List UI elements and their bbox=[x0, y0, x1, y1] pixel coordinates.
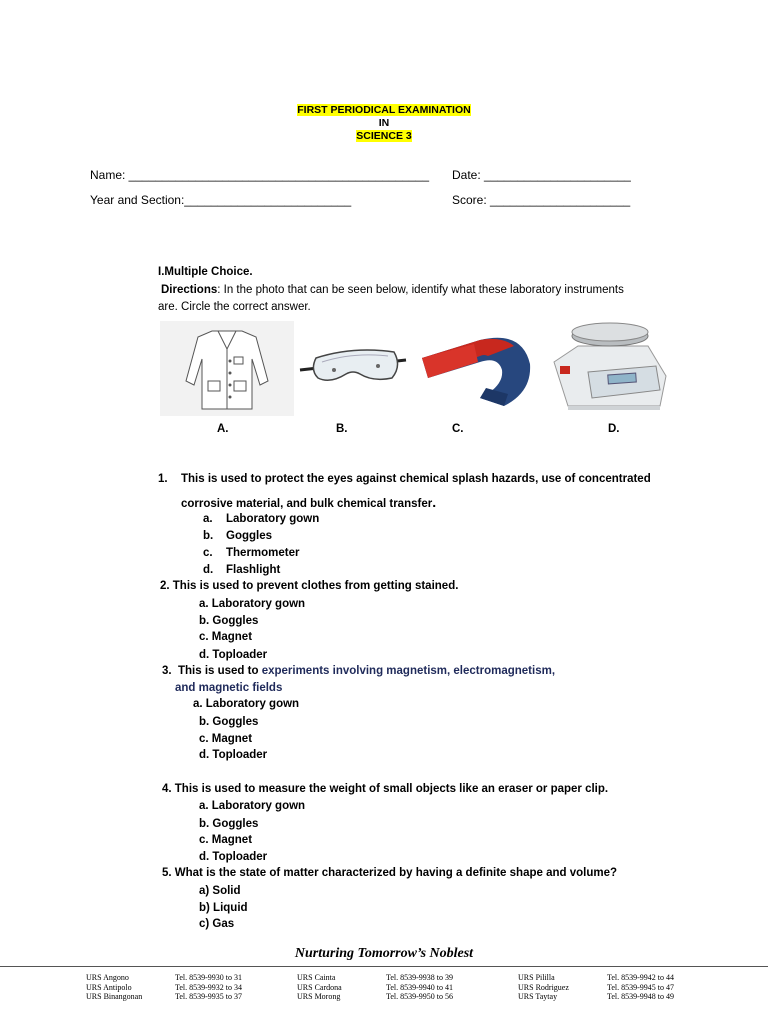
footer-col3-tels bbox=[607, 973, 674, 1002]
campus-tel: Tel. 8539-9950 to 56 bbox=[386, 992, 453, 1001]
campus-tel: Tel. 8539-9942 to 44 bbox=[607, 973, 674, 982]
q1-option-c[interactable]: Thermometer bbox=[226, 547, 300, 559]
q3-option-d[interactable]: d. Toploader bbox=[199, 749, 268, 761]
q4-option-d[interactable]: d. Toploader bbox=[199, 851, 268, 863]
q1-option-d-letter[interactable]: d. bbox=[203, 564, 214, 576]
campus-tel: Tel. 8539-9938 to 39 bbox=[386, 973, 453, 982]
q1-option-d[interactable]: Flashlight bbox=[226, 564, 281, 576]
q1-number: 1. bbox=[158, 473, 168, 485]
goggles-icon bbox=[298, 340, 408, 390]
footer-col1-tels bbox=[175, 973, 242, 1002]
q1-text-2-main: corrosive material, and bulk chemical transfer bbox=[181, 498, 433, 510]
q5-text: 5. What is the state of matter characterized by having a definite shape and volume? bbox=[162, 867, 618, 879]
q2-option-c[interactable]: c. Magnet bbox=[199, 631, 253, 643]
section-title: I.Multiple Choice. bbox=[158, 266, 253, 278]
year-section-field[interactable]: Year and Section:_________________________ bbox=[90, 193, 352, 207]
campus-name: URS Cainta bbox=[297, 973, 336, 982]
date-field[interactable]: Date: ______________________ bbox=[452, 168, 631, 182]
image-label-b: B. bbox=[336, 423, 348, 435]
q1-text-2 bbox=[181, 494, 436, 510]
balance-image bbox=[548, 320, 670, 412]
q2-option-b[interactable]: b. Goggles bbox=[199, 615, 259, 627]
campus-name: URS Morong bbox=[297, 992, 341, 1001]
horseshoe-magnet-icon bbox=[418, 334, 532, 410]
q1-text: This is used to protect the eyes against chemical splash hazards, use of concentrated bbox=[181, 473, 651, 485]
footer-divider bbox=[0, 966, 768, 967]
image-label-a: A. bbox=[217, 423, 229, 435]
q4-text: 4. This is used to measure the weight of small objects like an eraser or paper clip. bbox=[162, 783, 609, 795]
directions-text: : In the photo that can be seen below, identify what these laboratory instruments bbox=[217, 284, 624, 296]
q3-option-a[interactable]: a. Laboratory gown bbox=[193, 698, 300, 710]
campus-tel: Tel. 8539-9948 to 49 bbox=[607, 992, 674, 1001]
campus-tel: Tel. 8539-9945 to 47 bbox=[607, 982, 674, 992]
exam-title-in bbox=[0, 117, 768, 129]
q1-option-c-letter[interactable]: c. bbox=[203, 547, 213, 559]
q3-blue-1: experiments involving magnetism, electromagnetism, bbox=[261, 665, 556, 677]
lab-gown-image bbox=[160, 321, 294, 416]
footer-col3-names bbox=[518, 973, 569, 1002]
directions bbox=[158, 284, 624, 296]
exam-title bbox=[0, 104, 768, 116]
exam-subject bbox=[0, 130, 768, 142]
q1-option-a-letter[interactable]: a. bbox=[203, 513, 213, 525]
q2-option-a[interactable]: a. Laboratory gown bbox=[199, 598, 306, 610]
campus-tel: Tel. 8539-9930 to 31 bbox=[175, 973, 242, 982]
q2-option-d[interactable]: d. Toploader bbox=[199, 649, 268, 661]
q3-option-b[interactable]: b. Goggles bbox=[199, 716, 259, 728]
q4-option-a[interactable]: a. Laboratory gown bbox=[199, 800, 306, 812]
exam-title-line2: IN bbox=[378, 117, 390, 129]
q4-option-c[interactable]: c. Magnet bbox=[199, 834, 253, 846]
campus-name: URS Rodriguez bbox=[518, 982, 569, 992]
q3-option-c[interactable]: c. Magnet bbox=[199, 733, 253, 745]
q3-text bbox=[162, 665, 555, 677]
campus-name: URS Antipolo bbox=[86, 982, 132, 992]
q1-option-a[interactable]: Laboratory gown bbox=[226, 513, 320, 525]
footer-col2-names bbox=[297, 973, 342, 1002]
toploader-balance-icon bbox=[548, 320, 670, 412]
q1-option-b[interactable]: Goggles bbox=[226, 530, 273, 542]
magnet-image bbox=[418, 334, 532, 410]
q5-option-b[interactable]: b) Liquid bbox=[199, 902, 248, 914]
motto: Nurturing Tomorrow’s Noblest bbox=[294, 946, 474, 961]
campus-name: URS Taytay bbox=[518, 992, 558, 1001]
campus-tel: Tel. 8539-9935 to 37 bbox=[175, 992, 242, 1001]
exam-title-line1: FIRST PERIODICAL EXAMINATION bbox=[297, 104, 471, 116]
footer-col2-tels bbox=[386, 973, 453, 1002]
lab-gown-icon bbox=[160, 321, 294, 416]
image-label-d: D. bbox=[608, 423, 620, 435]
q2-text: 2. This is used to prevent clothes from getting stained. bbox=[160, 580, 459, 592]
campus-tel: Tel. 8539-9932 to 34 bbox=[175, 982, 242, 992]
score-field[interactable]: Score: _____________________ bbox=[452, 193, 631, 207]
footer-col1-names bbox=[86, 973, 142, 1002]
q3-prefix: 3. This is used to bbox=[162, 665, 262, 677]
directions-label: Directions bbox=[161, 284, 218, 296]
campus-name: URS Pililla bbox=[518, 973, 555, 982]
q3-blue-2: and magnetic fields bbox=[175, 682, 283, 694]
q1-period: . bbox=[432, 494, 437, 510]
campus-name: URS Binangonan bbox=[86, 992, 143, 1001]
exam-title-line3: SCIENCE 3 bbox=[356, 130, 412, 142]
q1-option-b-letter[interactable]: b. bbox=[203, 530, 214, 542]
campus-name: URS Cardona bbox=[297, 982, 342, 992]
image-label-c: C. bbox=[452, 423, 464, 435]
name-field[interactable]: Name: _____________________________________________ bbox=[90, 168, 429, 182]
campus-tel: Tel. 8539-9940 to 41 bbox=[386, 982, 453, 992]
goggles-image bbox=[298, 340, 408, 390]
q5-option-a[interactable]: a) Solid bbox=[199, 885, 241, 897]
q4-option-b[interactable]: b. Goggles bbox=[199, 818, 259, 830]
directions-text-2: are. Circle the correct answer. bbox=[158, 301, 311, 313]
campus-name: URS Angono bbox=[86, 973, 129, 982]
q5-option-c[interactable]: c) Gas bbox=[199, 918, 235, 930]
